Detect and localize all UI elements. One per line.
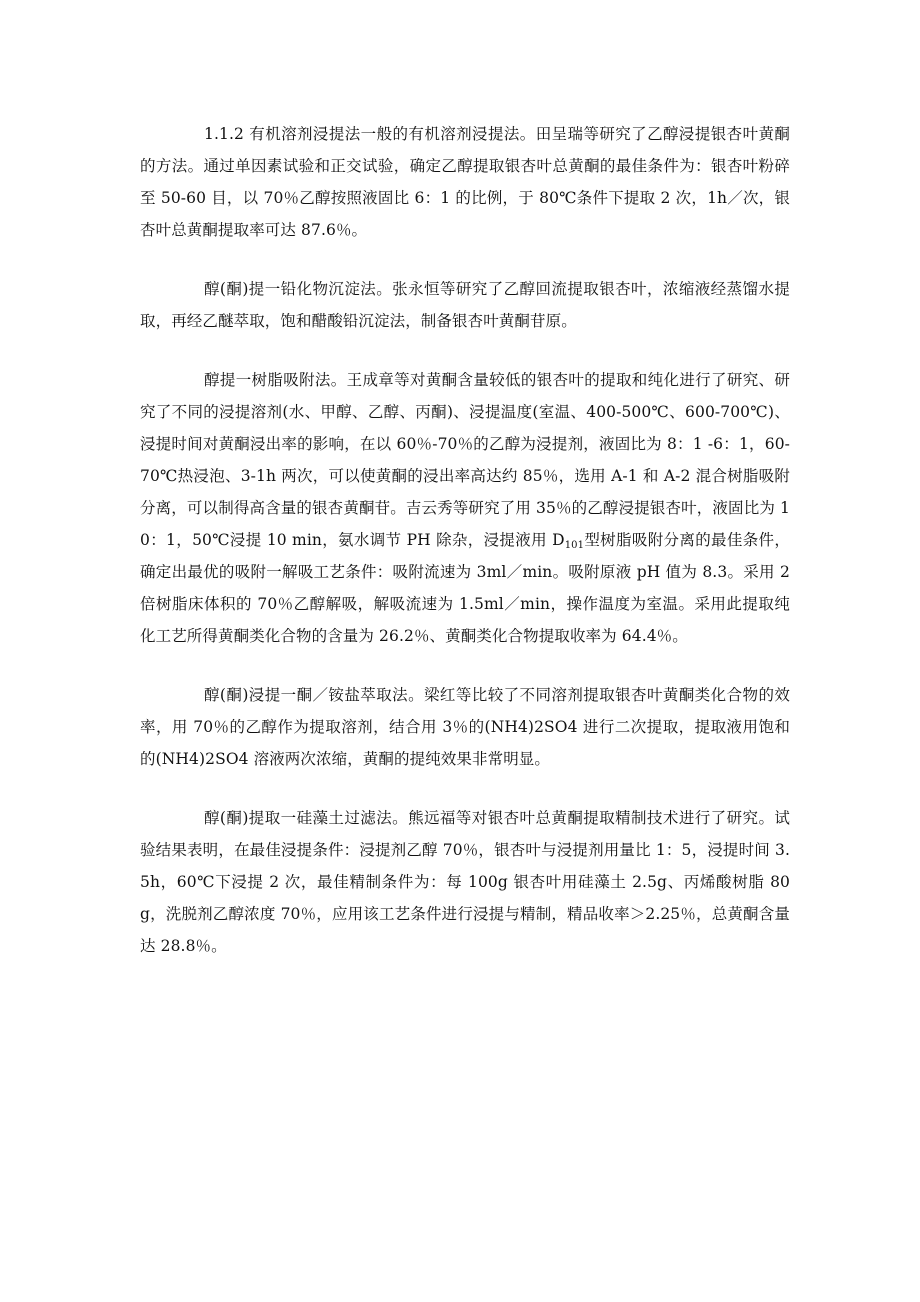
paragraph-diatomite-filtration: 醇(酮)提取一硅藻土过滤法。熊远福等对银杏叶总黄酮提取精制技术进行了研究。试验结果表明，在最佳浸提条件：浸提剂乙醇 70％，银杏叶与浸提剂用量比 1：5，浸提时间 3.5h，60℃下浸提 2 次，最佳精制条件为：每 100g 银杏叶用硅藻土 2.5g、丙烯酸树脂 80g，洗脱剂乙醇浓度 70％，应用该工艺条件进行浸提与精制，精品收率＞2.25％，总黄酮含量达 28.8％。 [140,809,790,955]
resin-text-part-2: 型树脂吸附分离的最佳条件，确定出最优的吸附一解吸工艺条件：吸附流速为 3ml／min。吸附原液 pH 值为 8.3。采用 2 倍树脂床体积的 70％乙醇解吸，解吸流速为 1.5ml／min，操作温度为室温。采用此提取纯化工艺所得黄酮类化合物的含量为 26.2％、黄酮类化合物提取收率为 64.4％。 [140,531,790,645]
resin-type-subscript: 101 [564,540,585,551]
paragraph-ammonium-salt-extraction: 醇(酮)浸提一酮／铵盐萃取法。梁红等比较了不同溶剂提取银杏叶黄酮类化合物的效率，用 70％的乙醇作为提取溶剂，结合用 3％的(NH4)2SO4 进行二次提取，提取液用饱和的(NH4)2SO4 溶液两次浓缩，黄酮的提纯效果非常明显。 [140,686,790,768]
paragraph-lead-precipitation: 醇(酮)提一铅化物沉淀法。张永恒等研究了乙醇回流提取银杏叶，浓缩液经蒸馏水提取，再经乙醚萃取，饱和醋酸铅沉淀法，制备银杏叶黄酮苷原。 [140,280,790,330]
paragraph-resin-adsorption [140,364,790,652]
resin-text-part-1: 醇提一树脂吸附法。王成章等对黄酮含量较低的银杏叶的提取和纯化进行了研究、研究了不同的浸提溶剂(水、甲醇、乙醇、丙酮)、浸提温度(室温、400-500℃、600-700℃)、浸提时间对黄酮浸出率的影响，在以 60％-70％的乙醇为浸提剂，液固比为 8：1 -6：1，60-70℃热浸泡、3-1h 两次，可以使黄酮的浸出率高达约 85％，选用 A-1 和 A-2 混合树脂吸附分离，可以制得高含量的银杏黄酮苷。吉云秀等研究了用 35％的乙醇浸提银杏叶，液固比为 10：1，50℃浸提 10 min，氨水调节 PH 除杂，浸提液用 D [140,371,790,549]
document-body [140,118,790,989]
paragraph-organic-solvent-extraction: 1.1.2 有机溶剂浸提法一般的有机溶剂浸提法。田呈瑞等研究了乙醇浸提银杏叶黄酮的方法。通过单因素试验和正交试验，确定乙醇提取银杏叶总黄酮的最佳条件为：银杏叶粉碎至 50-60 目，以 70％乙醇按照液固比 6：1 的比例，于 80℃条件下提取 2 次，1h／次，银杏叶总黄酮提取率可达 87.6％。 [140,125,790,239]
